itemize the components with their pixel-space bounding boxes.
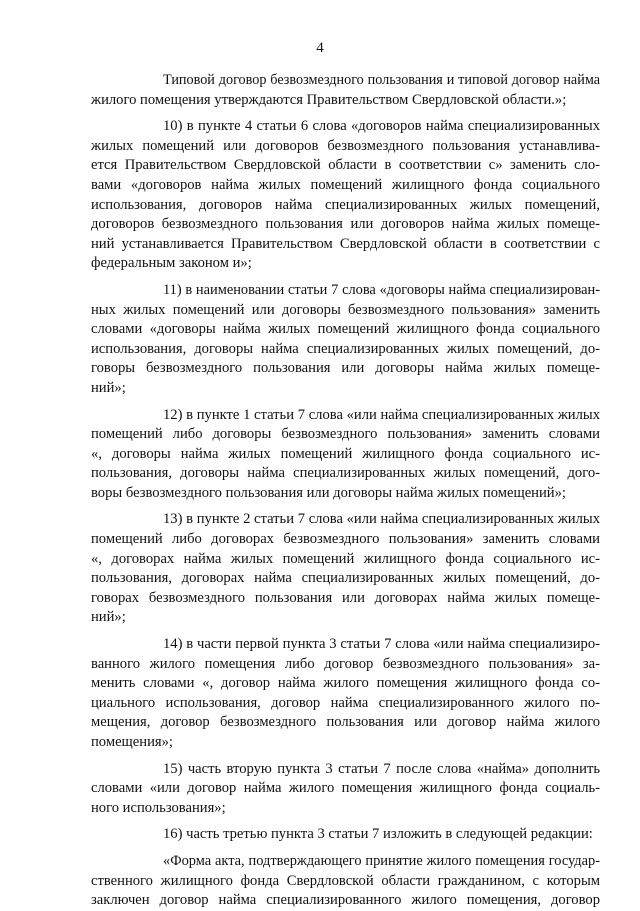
text-line: Типовой договор безвозмездного пользования и типовой договор найма <box>163 72 600 88</box>
text-line: жилых помещений или договоров безвозмездного пользования устанавлива- <box>91 137 600 154</box>
text-line: 11) в наименовании статьи 7 слова «договоры найма специализирован- <box>163 281 600 298</box>
text-line: пользования, договорах найма специализированных жилых помещений, до- <box>91 570 600 587</box>
text-line: мещения, договор безвозмездного пользования или договор найма жилого <box>91 714 600 731</box>
text-line: 10) в пункте 4 статьи 6 слова «договоров найма специализированных <box>163 118 600 135</box>
paragraph <box>91 635 600 753</box>
text-line: ного использования»; <box>91 799 226 816</box>
paragraph <box>91 281 600 399</box>
text-line: менить словами «, договор найма жилого помещения жилищного фонда со- <box>91 675 600 692</box>
text-line: федеральным законом и»; <box>91 255 252 272</box>
text-line: заключен договор найма специализированного жилого помещения, договор <box>91 892 600 909</box>
text-line: «, договоры найма жилых помещений жилищного фонда социального ис- <box>91 445 600 462</box>
text-line: 13) в пункте 2 статьи 7 слова «или найма специализированных жилых <box>163 511 600 528</box>
text-line: ственного жилищного фонда Свердловской области гражданином, с которым <box>91 872 600 889</box>
text-line: ется Правительством Свердловской области в соответствии с» заменить сло- <box>91 157 600 174</box>
text-line: циального использования, договор найма специализированного жилого по- <box>91 694 600 711</box>
text-line: говоры безвозмездного пользования или договоры найма жилых помеще- <box>91 360 600 377</box>
text-line: помещений либо договорах безвозмездного пользования» заменить словами <box>91 531 600 548</box>
paragraph <box>91 71 600 110</box>
page-number: 4 <box>316 40 324 56</box>
text-line: ний устанавливается Правительством Свердловской области в соответствии с <box>91 235 600 252</box>
paragraph <box>91 760 600 819</box>
paragraph <box>91 852 600 911</box>
text-line: словами «или договор найма жилого помещения жилищного фонда социаль- <box>91 780 600 797</box>
text-line: 15) часть вторую пункта 3 статьи 7 после слова «найма» дополнить <box>163 760 600 777</box>
text-line: ний»; <box>91 379 126 396</box>
paragraph <box>91 510 600 628</box>
text-line: 14) в части первой пункта 3 статьи 7 слова «или найма специализиро- <box>163 636 600 653</box>
text-line: использования, договоров найма специализированных жилых помещений, <box>91 196 600 213</box>
text-line: словами «договоры найма жилых помещений жилищного фонда социального <box>91 321 600 338</box>
paragraph <box>91 406 600 504</box>
text-line: «Форма акта, подтверждающего принятие жилого помещения государ- <box>163 852 600 869</box>
text-line: говорах безвозмездного пользования или договорах найма жилых помеще- <box>91 589 600 606</box>
text-line: воры безвозмездного пользования или договоры найма жилых помещений»; <box>91 484 566 501</box>
text-line: договоров безвозмездного пользования или договоров найма жилых помеще- <box>91 216 600 233</box>
text-line: помещения»; <box>91 734 173 750</box>
text-line: пользования, договоры найма специализированных жилых помещений, дого- <box>91 465 600 482</box>
text-line: 16) часть третью пункта 3 статьи 7 изложить в следующей редакции: <box>163 826 593 843</box>
text-line: 12) в пункте 1 статьи 7 слова «или найма специализированных жилых <box>163 406 600 423</box>
text-line: «, договорах найма жилых помещений жилищного фонда социального ис- <box>91 550 600 567</box>
text-line: использования, договоры найма специализированных жилых помещений, до- <box>91 340 600 357</box>
paragraph <box>91 825 600 845</box>
document-body <box>91 71 600 911</box>
text-line: жилого помещения утверждаются Правительством Свердловской области.»; <box>91 91 567 108</box>
text-line: ных жилых помещений или договоры безвозмездного пользования» заменить <box>91 301 600 318</box>
text-line: ванного жилого помещения либо договор безвозмездного пользования» за- <box>91 655 600 672</box>
paragraph <box>91 117 600 274</box>
text-line: ний»; <box>91 609 126 626</box>
text-line: вами «договоров найма жилых помещений жилищного фонда социального <box>91 176 600 193</box>
text-line: помещений либо договоры безвозмездного пользования» заменить словами <box>91 426 600 443</box>
